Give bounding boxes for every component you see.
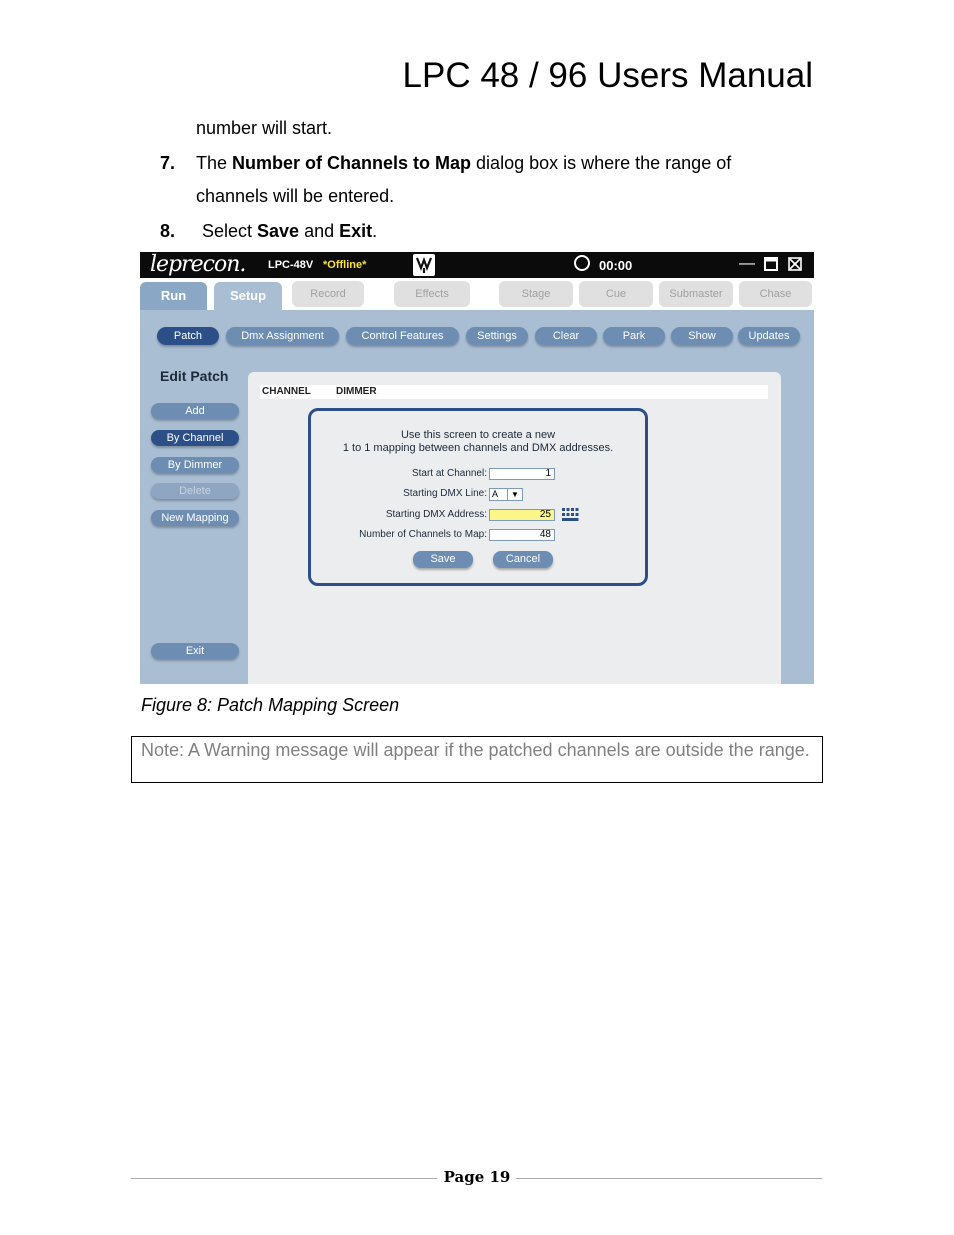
dmx-line-label: Starting DMX Line: [403, 488, 487, 499]
add-button[interactable]: Add [151, 403, 239, 419]
note-box [131, 736, 823, 783]
channels-to-map-input[interactable]: 48 [489, 529, 555, 541]
new-mapping-button[interactable]: New Mapping [151, 510, 239, 526]
patch-column-headers [260, 385, 768, 399]
step-7-number: 7. [160, 153, 176, 173]
channels-to-map-label: Number of Channels to Map: [359, 529, 487, 540]
stopwatch-icon [574, 255, 590, 271]
by-dimmer-button[interactable]: By Dimmer [151, 457, 239, 473]
subtab-updates[interactable]: Updates [738, 327, 800, 345]
subtab-control-features[interactable]: Control Features [346, 327, 459, 345]
dmx-line-value: A [492, 489, 499, 499]
channel-mapping-dialog [308, 408, 648, 586]
dmx-line-select[interactable] [489, 488, 523, 501]
close-icon[interactable] [787, 256, 803, 272]
subtab-dmx-assignment[interactable]: Dmx Assignment [226, 327, 339, 345]
tab-run[interactable]: Run [140, 282, 207, 310]
patch-mapping-screenshot [140, 252, 814, 684]
dialog-instruction-line-1: Use this screen to create a new [400, 429, 556, 441]
start-channel-label: Start at Channel: [411, 468, 487, 479]
step-8-number: 8. [160, 221, 176, 241]
tab-effects[interactable]: Effects [394, 281, 470, 307]
note-text: Note: A Warning message will appear if the patched channels are outside the range. [141, 740, 810, 760]
app-titlebar [140, 252, 814, 278]
tab-chase[interactable]: Chase [739, 281, 812, 307]
tab-cue[interactable]: Cue [579, 281, 653, 307]
dialog-instruction-line-2: 1 to 1 mapping between channels and DMX addresses. [342, 442, 614, 454]
column-channel: CHANNEL [262, 386, 311, 397]
offline-status: *Offline* [323, 259, 367, 271]
column-dimmer: DIMMER [336, 386, 377, 397]
delete-button[interactable]: Delete [151, 483, 239, 499]
step-7-continuation: channels will be entered. [196, 186, 395, 206]
tab-stage[interactable]: Stage [499, 281, 573, 307]
dmx-address-input[interactable]: 25 [489, 509, 555, 521]
paragraph-continuation: number will start. [196, 118, 333, 138]
exit-button[interactable]: Exit [151, 643, 239, 659]
main-tabs [140, 278, 814, 310]
leprecon-logo: leprecon. [150, 252, 246, 277]
step-8-text: Select Save and Exit. [202, 221, 378, 241]
model-label: LPC-48V [268, 259, 314, 271]
cancel-button[interactable]: Cancel [493, 551, 553, 568]
by-channel-button[interactable]: By Channel [151, 430, 239, 446]
start-channel-input[interactable]: 1 [489, 468, 555, 480]
dmx-address-label: Starting DMX Address: [385, 509, 487, 520]
tab-setup[interactable]: Setup [214, 282, 282, 310]
step-7-text: The Number of Channels to Map dialog box is where the range of [196, 153, 732, 173]
page-number: Page 19 [443, 1168, 511, 1186]
subtab-clear[interactable]: Clear [535, 327, 597, 345]
minimize-icon[interactable]: — [739, 255, 755, 272]
maximize-icon[interactable] [763, 256, 779, 272]
document-title: LPC 48 / 96 Users Manual [402, 56, 813, 95]
keypad-icon[interactable] [562, 508, 579, 521]
subtab-patch[interactable]: Patch [157, 327, 219, 345]
leprecon-app-icon[interactable] [413, 254, 435, 276]
tab-submaster[interactable]: Submaster [659, 281, 733, 307]
setup-subtabs [140, 310, 814, 366]
subtab-settings[interactable]: Settings [466, 327, 528, 345]
save-button[interactable]: Save [413, 551, 473, 568]
subtab-show[interactable]: Show [671, 327, 733, 345]
tab-record[interactable]: Record [292, 281, 364, 307]
edit-patch-title: Edit Patch [160, 368, 229, 384]
subtab-park[interactable]: Park [603, 327, 665, 345]
figure-caption: Figure 8: Patch Mapping Screen [141, 695, 400, 715]
chevron-down-icon[interactable]: ▼ [507, 489, 522, 500]
clock-display: 00:00 [599, 258, 633, 273]
